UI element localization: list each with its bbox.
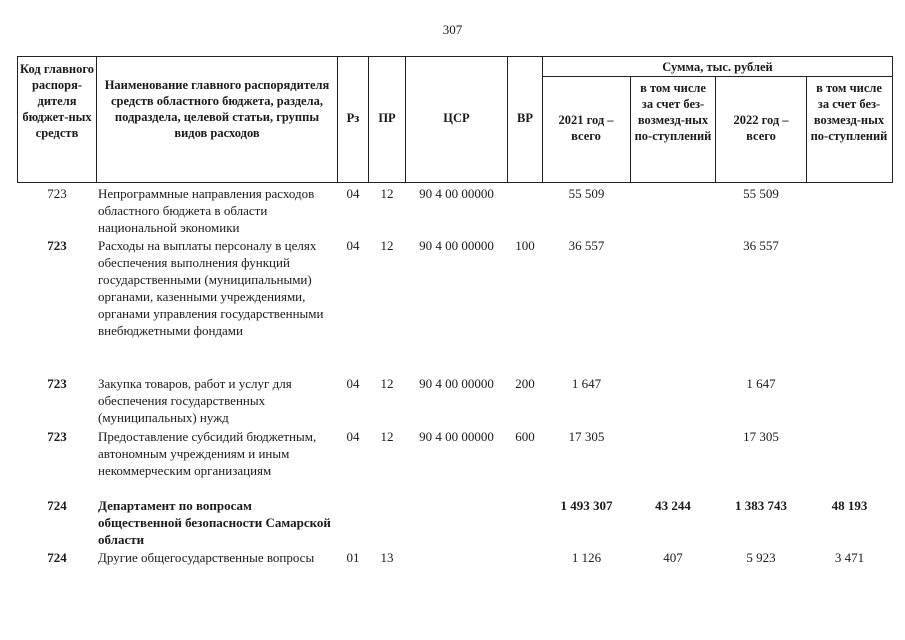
row-pr: 12 [380,238,394,253]
header-sum: Сумма, тыс. рублей [662,60,773,74]
page-number: 307 [442,22,463,37]
row-code: 723 [47,376,67,391]
col-divider-2021-free [715,76,716,183]
header-2021-free: в том числе за счет без-возмезд-ных по-ступлений [634,81,712,143]
header-bottom-border [17,182,892,183]
row-pr: 12 [380,186,394,201]
row-2022-total: 55 509 [743,186,779,201]
table-top-border [17,56,892,57]
row-2021-total: 1 126 [571,550,602,565]
row-rz: 01 [346,550,360,565]
row-name: Другие общегосударственные вопросы [98,550,315,565]
row-vr: 100 [515,238,535,253]
row-2021-free: 43 244 [655,498,691,513]
row-code: 723 [47,238,67,253]
row-name: Предоставление субсидий бюджетным, автономным учреждениям и иным некоммерческим организациям [98,429,317,478]
row-2022-total: 17 305 [743,429,779,444]
row-csr: 90 4 00 00000 [419,429,494,444]
row-rz: 04 [346,376,360,391]
row-pr: 12 [380,376,394,391]
row-vr: 600 [515,429,535,444]
row-2021-total: 1 493 307 [560,498,613,513]
row-name: Расходы на выплаты персоналу в целях обеспечения выполнения функций государственными (муниципальными) органами, казенными учреждениями, органами управления государственными внебюджетными фондами [98,238,324,338]
row-2021-total: 55 509 [568,186,605,201]
row-2021-total: 17 305 [568,429,605,444]
sum-group-divider [542,76,892,77]
col-divider-2021 [630,76,631,183]
row-code: 724 [47,550,67,565]
row-rz: 04 [346,238,360,253]
row-2021-free: 407 [663,550,683,565]
row-2022-total: 1 647 [746,376,776,391]
row-pr: 13 [380,550,394,565]
row-2022-total: 1 383 743 [735,498,787,513]
row-2022-free: 3 471 [834,550,865,565]
row-name: Непрограммные направления расходов областного бюджета в области национальной экономики [98,186,315,235]
row-csr: 90 4 00 00000 [419,238,494,253]
col-divider-vr [542,56,543,183]
row-name: Департамент по вопросам общественной безопасности Самарской области [98,498,331,547]
col-divider-code [96,56,97,183]
header-2022-total: 2022 год – всего [733,113,789,143]
header-rz: Рз [346,111,360,125]
row-code: 723 [47,186,67,201]
row-code: 724 [47,498,67,513]
row-2021-total: 1 647 [571,376,602,391]
row-2022-total: 5 923 [746,550,776,565]
row-rz: 04 [346,186,360,201]
row-csr: 90 4 00 00000 [419,186,494,201]
row-name: Закупка товаров, работ и услуг для обеспечения государственных (муниципальных) нужд [98,376,292,425]
row-vr: 200 [515,376,535,391]
header-csr: ЦСР [443,111,470,125]
col-divider-2022 [806,76,807,183]
row-2021-total: 36 557 [568,238,605,253]
row-code: 723 [47,429,67,444]
row-pr: 12 [380,429,394,444]
header-pr: ПР [378,111,396,125]
header-vr: ВР [517,111,533,125]
header-2022-free: в том числе за счет без-возмезд-ных по-ступлений [810,81,888,143]
header-2021-total: 2021 год – всего [558,113,614,143]
header-name: Наименование главного распорядителя средств областного бюджета, раздела, подраздела, целевой статьи, группы видов расходов [104,78,330,140]
header-code: Код главного распоря-дителя бюджет-ных средств [20,62,94,140]
row-2022-total: 36 557 [743,238,779,253]
table-right-border [892,56,893,183]
row-rz: 04 [346,429,360,444]
row-csr: 90 4 00 00000 [419,376,494,391]
row-2022-free: 48 193 [831,498,868,513]
